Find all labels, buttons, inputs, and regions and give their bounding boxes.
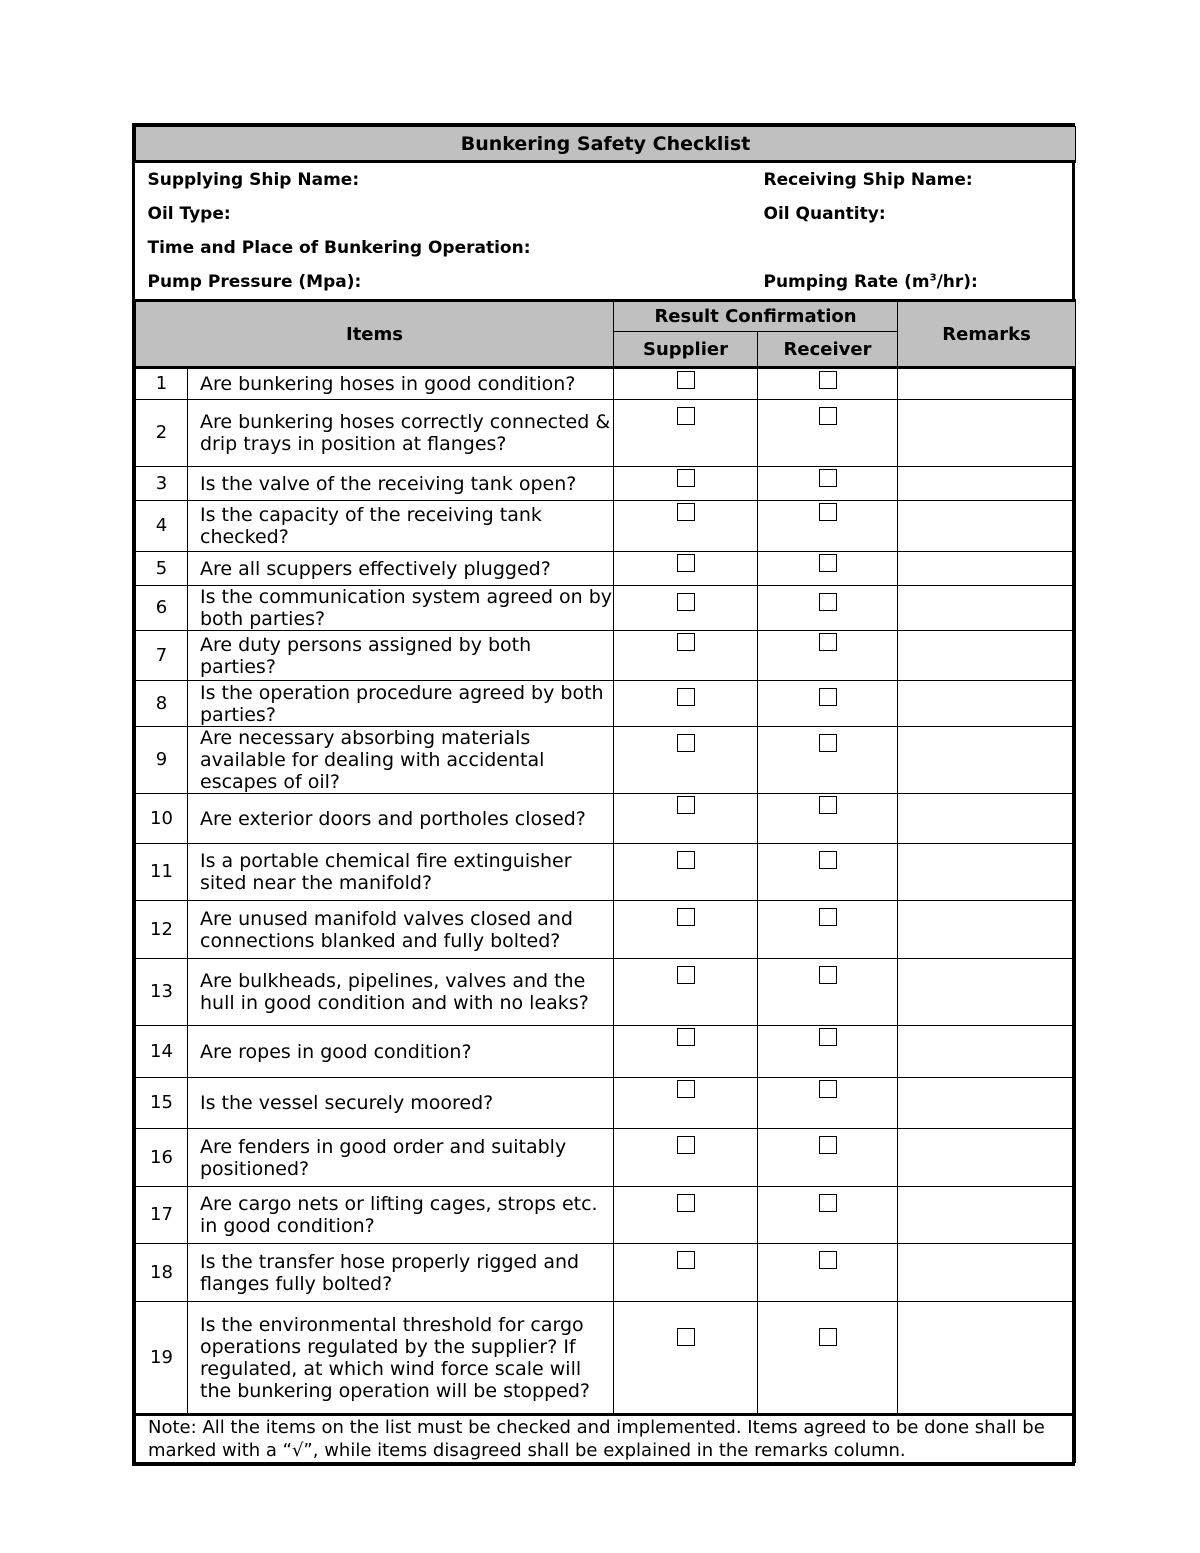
- row-number: 1: [136, 368, 188, 400]
- checklist-question: Are duty persons assigned by both parties?: [188, 631, 614, 681]
- supplier-check-cell: [614, 1244, 758, 1302]
- checklist-row: [136, 959, 1076, 1026]
- remarks-cell[interactable]: [898, 631, 1076, 681]
- receiver-checkbox[interactable]: [819, 371, 837, 389]
- checklist-row: [136, 1026, 1076, 1078]
- receiver-check-cell: [758, 368, 898, 400]
- supplier-check-cell: [614, 959, 758, 1026]
- checklist-question: Are bunkering hoses in good condition?: [188, 368, 614, 400]
- receiver-checkbox[interactable]: [819, 554, 837, 572]
- receiver-check-cell: [758, 681, 898, 727]
- checklist-question: Is a portable chemical fire extinguisher sited near the manifold?: [188, 844, 614, 901]
- supplier-check-cell: [614, 467, 758, 501]
- remarks-cell[interactable]: [898, 552, 1076, 586]
- supplier-check-cell: [614, 681, 758, 727]
- supplier-check-cell: [614, 1187, 758, 1244]
- checklist-row: [136, 467, 1076, 501]
- pump-pressure-label[interactable]: Pump Pressure (Mpa):: [136, 265, 758, 301]
- receiver-check-cell: [758, 1244, 898, 1302]
- time-place-label[interactable]: Time and Place of Bunkering Operation:: [147, 238, 531, 258]
- receiver-check-cell: [758, 400, 898, 467]
- row-number: 6: [136, 586, 188, 631]
- bunkering-checklist-form: [132, 123, 1075, 1466]
- checklist-question: Are unused manifold valves closed and connections blanked and fully bolted?: [188, 901, 614, 959]
- result-confirmation-header: Result Confirmation: [614, 301, 898, 332]
- checklist-row: [136, 1244, 1076, 1302]
- receiver-checkbox[interactable]: [819, 851, 837, 869]
- receiver-checkbox[interactable]: [819, 1136, 837, 1154]
- supplier-checkbox[interactable]: [677, 688, 695, 706]
- remarks-cell[interactable]: [898, 1078, 1076, 1129]
- row-number: 5: [136, 552, 188, 586]
- remarks-cell[interactable]: [898, 586, 1076, 631]
- checklist-question: Are all scuppers effectively plugged?: [188, 552, 614, 586]
- row-number: 3: [136, 467, 188, 501]
- checklist-row: [136, 501, 1076, 552]
- receiver-check-cell: [758, 1302, 898, 1415]
- supplier-check-cell: [614, 631, 758, 681]
- receiver-header: Receiver: [758, 332, 898, 368]
- receiver-check-cell: [758, 844, 898, 901]
- supplier-checkbox[interactable]: [677, 633, 695, 651]
- supplier-check-cell: [614, 400, 758, 467]
- receiver-check-cell: [758, 794, 898, 844]
- supplier-check-cell: [614, 1129, 758, 1187]
- supplier-check-cell: [614, 1302, 758, 1415]
- receiver-check-cell: [758, 586, 898, 631]
- supplier-checkbox[interactable]: [677, 554, 695, 572]
- checklist-row: [136, 400, 1076, 467]
- remarks-cell[interactable]: [898, 844, 1076, 901]
- supplier-checkbox[interactable]: [677, 851, 695, 869]
- supplier-check-cell: [614, 901, 758, 959]
- checklist-row: [136, 368, 1076, 400]
- receiver-check-cell: [758, 727, 898, 794]
- supplier-checkbox[interactable]: [677, 734, 695, 752]
- receiver-check-cell: [758, 467, 898, 501]
- remarks-cell[interactable]: [898, 1244, 1076, 1302]
- supplier-check-cell: [614, 727, 758, 794]
- checklist-question: Is the operation procedure agreed by both parties?: [188, 681, 614, 727]
- receiver-check-cell: [758, 631, 898, 681]
- receiver-check-cell: [758, 901, 898, 959]
- checklist-row: [136, 1078, 1076, 1129]
- oil-quantity-label[interactable]: Oil Quantity:: [763, 204, 886, 224]
- receiver-checkbox[interactable]: [819, 1028, 837, 1046]
- receiver-checkbox[interactable]: [819, 734, 837, 752]
- receiver-checkbox[interactable]: [819, 966, 837, 984]
- remarks-cell[interactable]: [898, 727, 1076, 794]
- checklist-question: Are cargo nets or lifting cages, strops etc. in good condition?: [188, 1187, 614, 1244]
- remarks-cell[interactable]: [898, 501, 1076, 552]
- supplier-checkbox[interactable]: [677, 407, 695, 425]
- supplier-check-cell: [614, 1078, 758, 1129]
- remarks-cell[interactable]: [898, 901, 1076, 959]
- remarks-cell[interactable]: [898, 1026, 1076, 1078]
- row-number: 8: [136, 681, 188, 727]
- checklist-question: Is the environmental threshold for cargo operations regulated by the supplier? If regulated, at which wind force scale will the bunkering operation will be stopped?: [188, 1302, 614, 1415]
- supplier-checkbox[interactable]: [677, 1194, 695, 1212]
- row-number: 19: [136, 1302, 188, 1415]
- checklist-question: Is the transfer hose properly rigged and flanges fully bolted?: [188, 1244, 614, 1302]
- checklist-row: [136, 1129, 1076, 1187]
- checklist-row: [136, 631, 1076, 681]
- oil-type-label[interactable]: Oil Type:: [147, 204, 231, 224]
- supplier-checkbox[interactable]: [677, 1080, 695, 1098]
- remarks-header: Remarks: [898, 301, 1076, 368]
- receiver-checkbox[interactable]: [819, 1080, 837, 1098]
- supplier-check-cell: [614, 552, 758, 586]
- supplier-checkbox[interactable]: [677, 371, 695, 389]
- receiver-checkbox[interactable]: [819, 633, 837, 651]
- checklist-question: Are bunkering hoses correctly connected & drip trays in position at flanges?: [188, 400, 614, 467]
- checklist-row: [136, 1187, 1076, 1244]
- row-number: 11: [136, 844, 188, 901]
- remarks-cell[interactable]: [898, 1302, 1076, 1415]
- receiver-checkbox[interactable]: [819, 796, 837, 814]
- pumping-rate-label[interactable]: Pumping Rate $(m^3/hr)$:: [758, 265, 1076, 301]
- footer-note: Note: All the items on the list must be checked and implemented. Items agreed to be done shall be marked with a “√”, while items disagreed shall be explained in the remarks column.: [136, 1415, 1076, 1463]
- remarks-cell[interactable]: [898, 400, 1076, 467]
- checklist-question: Are ropes in good condition?: [188, 1026, 614, 1078]
- receiver-check-cell: [758, 552, 898, 586]
- checklist-row: [136, 552, 1076, 586]
- supplier-checkbox[interactable]: [677, 1251, 695, 1269]
- form-title: Bunkering Safety Checklist: [136, 127, 1076, 162]
- supplier-check-cell: [614, 1026, 758, 1078]
- supplier-checkbox[interactable]: [677, 908, 695, 926]
- receiver-check-cell: [758, 1026, 898, 1078]
- supplier-checkbox[interactable]: [677, 1328, 695, 1346]
- remarks-cell[interactable]: [898, 794, 1076, 844]
- row-number: 4: [136, 501, 188, 552]
- supplier-check-cell: [614, 794, 758, 844]
- receiver-check-cell: [758, 959, 898, 1026]
- receiver-checkbox[interactable]: [819, 908, 837, 926]
- row-number: 12: [136, 901, 188, 959]
- row-number: 2: [136, 400, 188, 467]
- row-number: 13: [136, 959, 188, 1026]
- checklist-row: [136, 901, 1076, 959]
- checklist-question: Is the vessel securely moored?: [188, 1078, 614, 1129]
- remarks-cell[interactable]: [898, 368, 1076, 400]
- receiver-check-cell: [758, 1187, 898, 1244]
- supplier-checkbox[interactable]: [677, 966, 695, 984]
- checklist-question: Is the communication system agreed on by both parties?: [188, 586, 614, 631]
- checklist-row: [136, 794, 1076, 844]
- checklist-row: [136, 681, 1076, 727]
- row-number: 9: [136, 727, 188, 794]
- supplier-checkbox[interactable]: [677, 503, 695, 521]
- row-number: 18: [136, 1244, 188, 1302]
- row-number: 10: [136, 794, 188, 844]
- supplier-checkbox[interactable]: [677, 1028, 695, 1046]
- receiver-checkbox[interactable]: [819, 1328, 837, 1346]
- receiver-checkbox[interactable]: [819, 593, 837, 611]
- supplying-ship-label[interactable]: Supplying Ship Name:: [147, 170, 360, 190]
- checklist-question: Is the capacity of the receiving tank checked?: [188, 501, 614, 552]
- supplier-checkbox[interactable]: [677, 1136, 695, 1154]
- supplier-check-cell: [614, 844, 758, 901]
- checklist-question: Are fenders in good order and suitably positioned?: [188, 1129, 614, 1187]
- receiver-check-cell: [758, 1129, 898, 1187]
- checklist-question: Are exterior doors and portholes closed?: [188, 794, 614, 844]
- row-number: 15: [136, 1078, 188, 1129]
- supplier-check-cell: [614, 586, 758, 631]
- checklist-row: [136, 1302, 1076, 1415]
- receiving-ship-label[interactable]: Receiving Ship Name:: [763, 170, 973, 190]
- supplier-checkbox[interactable]: [677, 593, 695, 611]
- checklist-row: [136, 844, 1076, 901]
- receiver-checkbox[interactable]: [819, 1251, 837, 1269]
- remarks-cell[interactable]: [898, 959, 1076, 1026]
- checklist-question: Are necessary absorbing materials available for dealing with accidental escapes of oil?: [188, 727, 614, 794]
- receiver-check-cell: [758, 1078, 898, 1129]
- receiver-checkbox[interactable]: [819, 688, 837, 706]
- receiver-checkbox[interactable]: [819, 407, 837, 425]
- remarks-cell[interactable]: [898, 1187, 1076, 1244]
- checklist-question: Are bulkheads, pipelines, valves and the hull in good condition and with no leaks?: [188, 959, 614, 1026]
- items-header: Items: [136, 301, 614, 368]
- receiver-checkbox[interactable]: [819, 469, 837, 487]
- row-number: 14: [136, 1026, 188, 1078]
- checklist-question: Is the valve of the receiving tank open?: [188, 467, 614, 501]
- remarks-cell[interactable]: [898, 681, 1076, 727]
- row-number: 7: [136, 631, 188, 681]
- supplier-checkbox[interactable]: [677, 796, 695, 814]
- checklist-row: [136, 727, 1076, 794]
- receiver-checkbox[interactable]: [819, 1194, 837, 1212]
- row-number: 16: [136, 1129, 188, 1187]
- remarks-cell[interactable]: [898, 467, 1076, 501]
- supplier-check-cell: [614, 501, 758, 552]
- row-number: 17: [136, 1187, 188, 1244]
- supplier-header: Supplier: [614, 332, 758, 368]
- receiver-check-cell: [758, 501, 898, 552]
- supplier-check-cell: [614, 368, 758, 400]
- supplier-checkbox[interactable]: [677, 469, 695, 487]
- remarks-cell[interactable]: [898, 1129, 1076, 1187]
- receiver-checkbox[interactable]: [819, 503, 837, 521]
- checklist-table: [135, 126, 1076, 1463]
- checklist-row: [136, 586, 1076, 631]
